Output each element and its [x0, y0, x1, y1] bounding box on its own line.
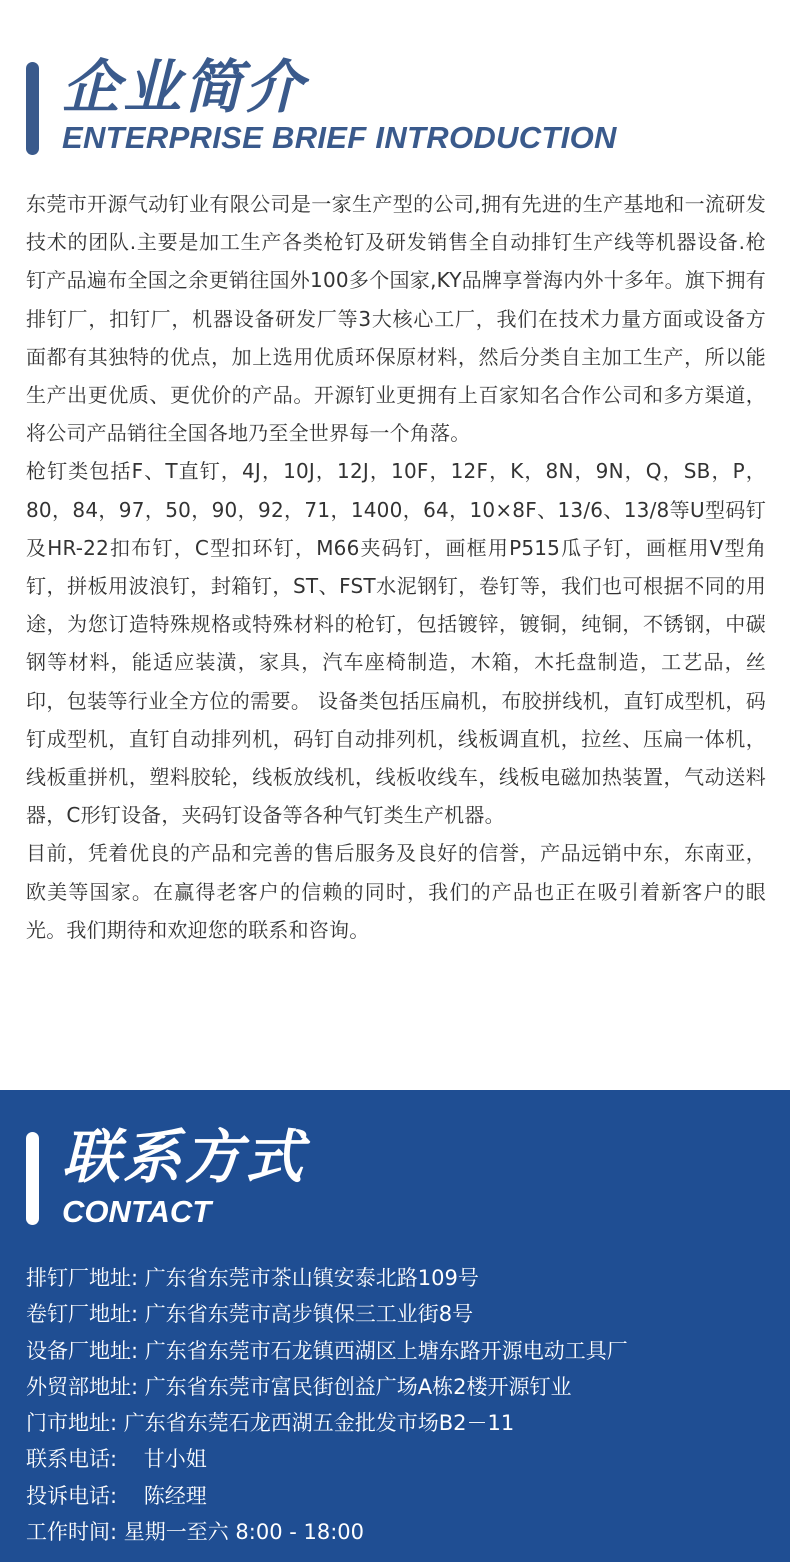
intro-body [26, 185, 766, 949]
intro-title: 企业简介 [62, 53, 307, 121]
contact-title: 联系方式 [62, 1123, 307, 1191]
intro-paragraph-3: 目前，凭着优良的产品和完善的售后服务及良好的信誉，产品远销中东，东南亚，欧美等国家。在赢得老客户的信赖的同时，我们的产品也正在吸引着新客户的眼光。我们期待和欢迎您的联系和咨询。 [26, 841, 766, 942]
contact-line-hours: 工作时间: 星期一至六 8:00 - 18:00 [26, 1520, 365, 1545]
contact-subtitle: CONTACT [62, 1194, 212, 1229]
contact-line-nail-factory: 排钉厂地址: 广东省东莞市茶山镇安泰北路109号 [26, 1266, 479, 1290]
contact-accent-bar [26, 1132, 39, 1225]
contact-line-coil-factory: 卷钉厂地址: 广东省东莞市高步镇保三工业街8号 [26, 1302, 474, 1327]
contact-line-trade-dept: 外贸部地址: 广东省东莞市富民街创益广场A栋2楼开源钉业 [26, 1374, 572, 1399]
contact-line-store: 门市地址: 广东省东莞石龙西湖五金批发市场B2－11 [26, 1411, 515, 1436]
intro-subtitle: ENTERPRISE BRIEF INTRODUCTION [62, 120, 617, 155]
contact-section [0, 1090, 790, 1562]
intro-paragraph-1: 东莞市开源气动钉业有限公司是一家生产型的公司,拥有先进的生产基地和一流研发技术的团队.主要是加工生产各类枪钉及研发销售全自动排钉生产线等机器设备.枪钉产品遍布全国之余更销往国外100多个国家,KY品牌享誉海内外十多年。旗下拥有排钉厂，扣钉厂，机器设备研发厂等3大核心工厂，我们在技术力量方面或设备方面都有其独特的优点，加上选用优质环保原材料，然后分类自主加工生产，所以能生产出更优质、更优价的产品。开源钉业更拥有上百家知名合作公司和多方渠道，将公司产品销往全国各地乃至全世界每一个角落。 [26, 192, 766, 446]
contact-line-phone: 联系电话: 甘小姐 [26, 1447, 207, 1472]
intro-paragraph-2: 枪钉类包括F、T直钉，4J，10J，12J，10F，12F，K，8N，9N，Q，SB，P，80，84，97，50，90，92，71，1400，64，10×8F、13/6、13/8等U型码钉及HR-22扣布钉，C型扣环钉，M66夹码钉，画框用P515瓜子钉，画框用V型角钉，拼板用波浪钉，封箱钉，ST、FST水泥钢钉，卷钉等，我们也可根据不同的用途，为您订造特殊规格或特殊材料的枪钉，包括镀锌，镀铜，纯铜，不锈钢，中碳钢等材料，能适应装潢，家具，汽车座椅制造，木箱，木托盘制造，工艺品，丝印，包装等行业全方位的需要。 设备类包括压扁机，布胶拼线机，直钉成型机，码钉成型机，直钉自动排列机，码钉自动排列机，线板调直机，拉丝、压扁一体机，线板重拼机，塑料胶轮，线板放线机，线板收线车，线板电磁加热装置，气动送料器，C形钉设备，夹码钉设备等各种气钉类生产机器。 [26, 459, 766, 828]
contact-list [26, 1260, 628, 1550]
title-accent-bar [26, 62, 39, 155]
contact-line-equipment-factory: 设备厂地址: 广东省东莞市石龙镇西湖区上塘东路开源电动工具厂 [26, 1338, 628, 1363]
contact-line-complaint: 投诉电话: 陈经理 [26, 1483, 207, 1508]
